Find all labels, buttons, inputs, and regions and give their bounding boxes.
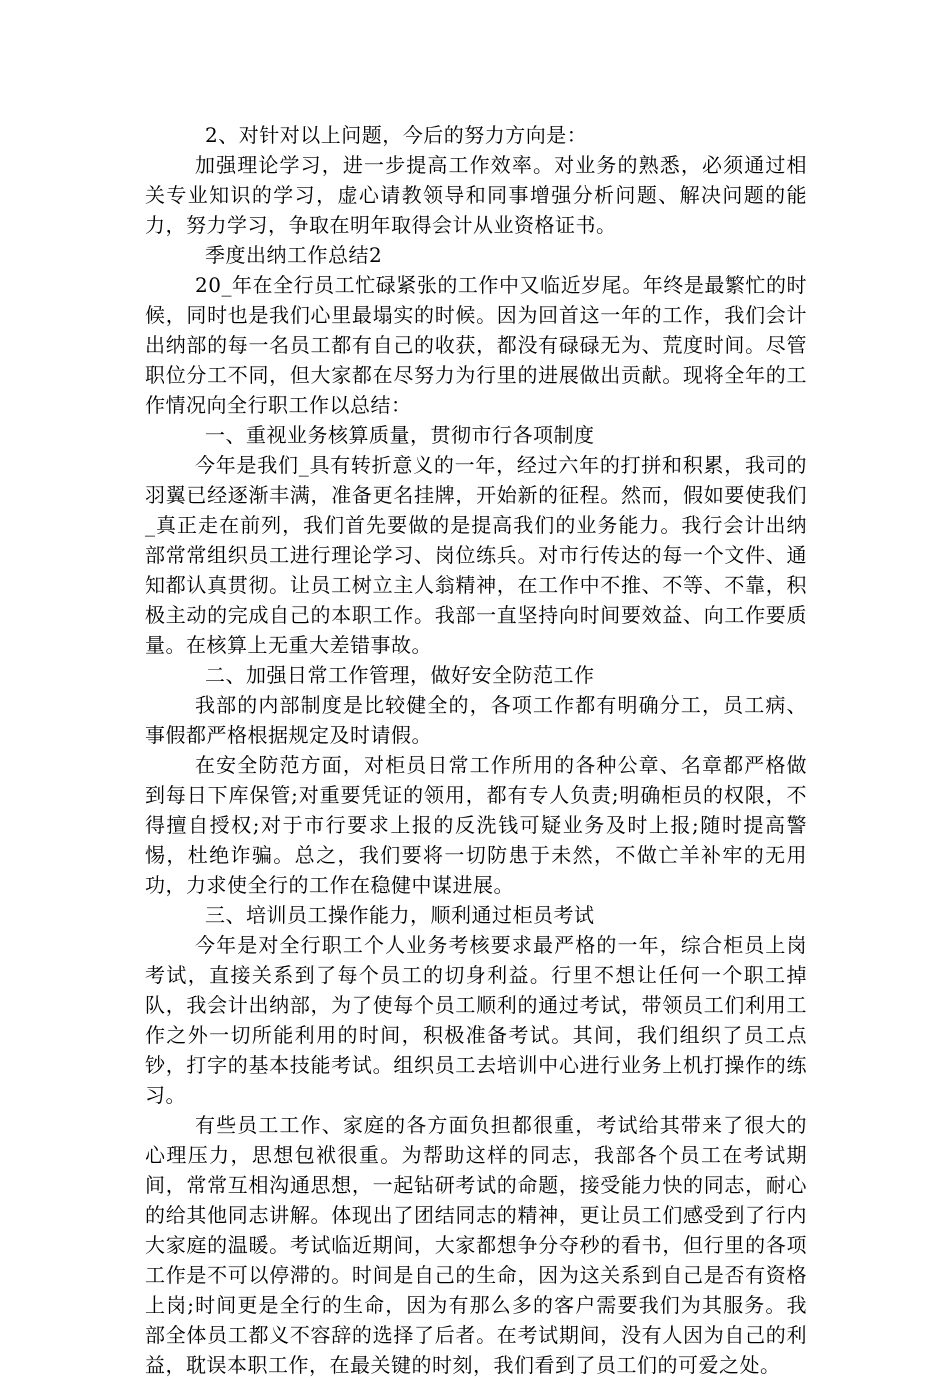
- body-paragraph: 在安全防范方面，对柜员日常工作所用的各种公章、名章都严格做到每日下库保管;对重要凭证的领用，都有专人负责;明确柜员的权限，不得擅自授权;对于市行要求上报的反洗钱可疑业务及时上报;随时提高警惕，杜绝诈骗。总之，我们要将一切防患于未然，不做亡羊补牢的无用功，力求使全行的工作在稳健中谋进展。: [145, 753, 807, 897]
- body-paragraph: 今年是我们_具有转折意义的一年，经过六年的打拼和积累，我司的羽翼已经逐渐丰满，准备更名挂牌，开始新的征程。然而，假如要使我们_真正走在前列，我们首先要做的是提高我们的业务能力。我行会计出纳部常常组织员工进行理论学习、岗位练兵。对市行传达的每一个文件、通知都认真贯彻。让员工树立主人翁精神，在工作中不推、不等、不靠，积极主动的完成自己的本职工作。我部一直坚持向时间要效益、向工作要质量。在核算上无重大差错事故。: [145, 453, 807, 657]
- body-paragraph: 加强理论学习，进一步提高工作效率。对业务的熟悉，必须通过相关专业知识的学习，虚心请教领导和同事增强分析问题、解决问题的能力，努力学习，争取在明年取得会计从业资格证书。: [145, 153, 807, 237]
- section-heading: 2、对针对以上问题，今后的努力方向是：: [205, 123, 588, 147]
- section-heading: 三、培训员工操作能力，顺利通过柜员考试: [205, 903, 595, 927]
- section-heading: 一、重视业务核算质量，贯彻市行各项制度: [205, 423, 595, 447]
- document-title: 季度出纳工作总结2: [205, 243, 383, 267]
- body-paragraph: 有些员工工作、家庭的各方面负担都很重，考试给其带来了很大的心理压力，思想包袱很重。为帮助这样的同志，我部各个员工在考试期间，常常互相沟通思想，一起钻研考试的命题，接受能力快的同志，耐心的给其他同志讲解。体现出了团结同志的精神，更让员工们感受到了行内大家庭的温暖。考试临近期间，大家都想争分夺秒的看书，但行里的各项工作是不可以停滞的。时间是自己的生命，因为这关系到自己是否有资格上岗;时间更是全行的生命，因为有那么多的客户需要我们为其服务。我部全体员工都义不容辞的选择了后者。在考试期间，没有人因为自己的利益，耽误本职工作，在最关键的时刻，我们看到了员工们的可爱之处。: [145, 1113, 807, 1377]
- body-paragraph: 20_年在全行员工忙碌紧张的工作中又临近岁尾。年终是最繁忙的时候，同时也是我们心里最塌实的时候。因为回首这一年的工作，我们会计出纳部的每一名员工都有自己的收获，都没有碌碌无为、荒度时间。尽管职位分工不同，但大家都在尽努力为行里的进展做出贡献。现将全年的工作情况向全行职工作以总结：: [145, 273, 807, 417]
- document-page: [145, 120, 807, 1380]
- body-paragraph: 我部的内部制度是比较健全的，各项工作都有明确分工，员工病、事假都严格根据规定及时请假。: [145, 693, 807, 747]
- section-heading: 二、加强日常工作管理，做好安全防范工作: [205, 663, 595, 687]
- body-paragraph: 今年是对全行职工个人业务考核要求最严格的一年，综合柜员上岗考试，直接关系到了每个员工的切身利益。行里不想让任何一个职工掉队，我会计出纳部，为了使每个员工顺利的通过考试，带领员工们利用工作之外一切所能利用的时间，积极准备考试。其间，我们组织了员工点钞，打字的基本技能考试。组织员工去培训中心进行业务上机打操作的练习。: [145, 933, 807, 1107]
